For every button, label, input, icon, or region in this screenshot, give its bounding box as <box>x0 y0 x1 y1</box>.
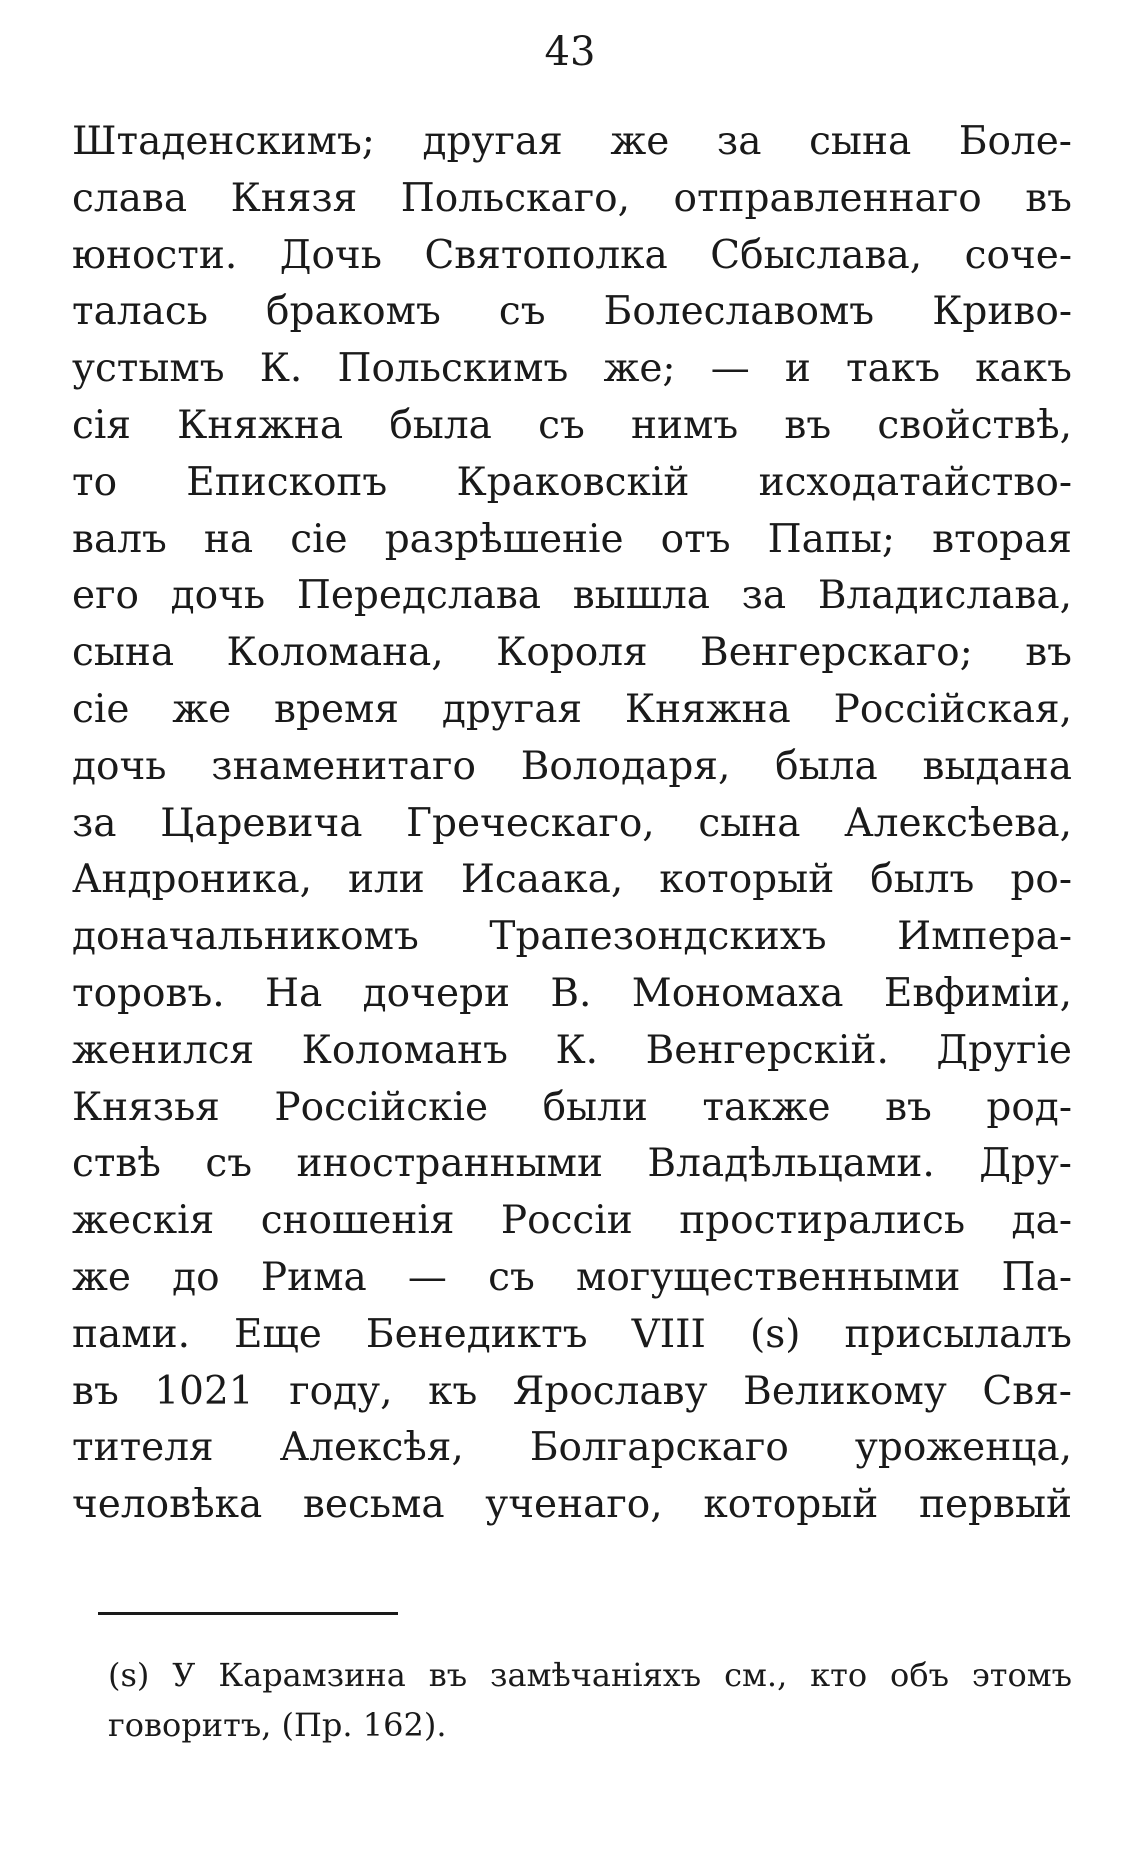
text-line: юности. Дочь Святополка Сбыслава, соче- <box>72 232 1072 278</box>
text-line: человѣка весьма ученаго, который первый <box>72 1482 1072 1528</box>
text-line: тителя Алексѣя, Болгарскаго уроженца, <box>72 1425 1072 1471</box>
footnote-line: говоритъ, (Пр. 162). <box>108 1706 447 1744</box>
text-line: женился Коломанъ К. Венгерскій. Другіе <box>72 1027 1072 1073</box>
text-line: за Царевича Греческаго, сына Алексѣева, <box>72 800 1072 846</box>
text-line: въ 1021 году, къ Ярославу Великому Свя- <box>72 1368 1072 1414</box>
text-line: сіе же время другая Княжна Россійская, <box>72 686 1072 732</box>
text-line: то Епископъ Краковскій исходатайство- <box>72 459 1072 505</box>
footnote-separator <box>98 1612 398 1615</box>
text-line: сына Коломана, Короля Венгерскаго; въ <box>72 630 1072 676</box>
text-line: сія Княжна была съ нимъ въ свойствѣ, <box>72 402 1072 448</box>
body-text <box>72 114 1072 1534</box>
text-line: доначальникомъ Трапезондскихъ Импера- <box>72 914 1072 960</box>
text-line: устымъ К. Польскимъ же; — и такъ какъ <box>72 346 1072 392</box>
text-line: дочь знаменитаго Володаря, была выдана <box>72 743 1072 789</box>
text-line: Князья Россійскіе были также въ род- <box>72 1084 1072 1130</box>
text-line: талась бракомъ съ Болеславомъ Криво- <box>72 289 1072 335</box>
text-line: жескія сношенія Россіи простирались да- <box>72 1198 1072 1244</box>
footnote-line: (s) У Карамзина въ замѣчаніяхъ см., кто объ этомъ <box>108 1656 1072 1694</box>
text-line: торовъ. На дочери В. Мономаха Евфиміи, <box>72 970 1072 1016</box>
text-line: пами. Еще Бенедиктъ VIII (s) присылалъ <box>72 1311 1072 1357</box>
text-line: Штаденскимъ; другая же за сына Боле- <box>72 119 1072 164</box>
text-line: ствѣ съ иностранными Владѣльцами. Дру- <box>72 1141 1072 1187</box>
text-line: его дочь Передслава вышла за Владислава, <box>72 573 1072 619</box>
text-line: же до Рима — съ могущественными Па- <box>72 1254 1072 1300</box>
page-number: 43 <box>544 29 596 75</box>
text-line: слава Князя Польскаго, отправленнаго въ <box>72 175 1072 221</box>
text-line: Андроника, или Исаака, который былъ ро- <box>72 857 1072 903</box>
text-line: валъ на сіе разрѣшеніе отъ Папы; вторая <box>72 516 1072 562</box>
footnote <box>108 1650 1072 1750</box>
